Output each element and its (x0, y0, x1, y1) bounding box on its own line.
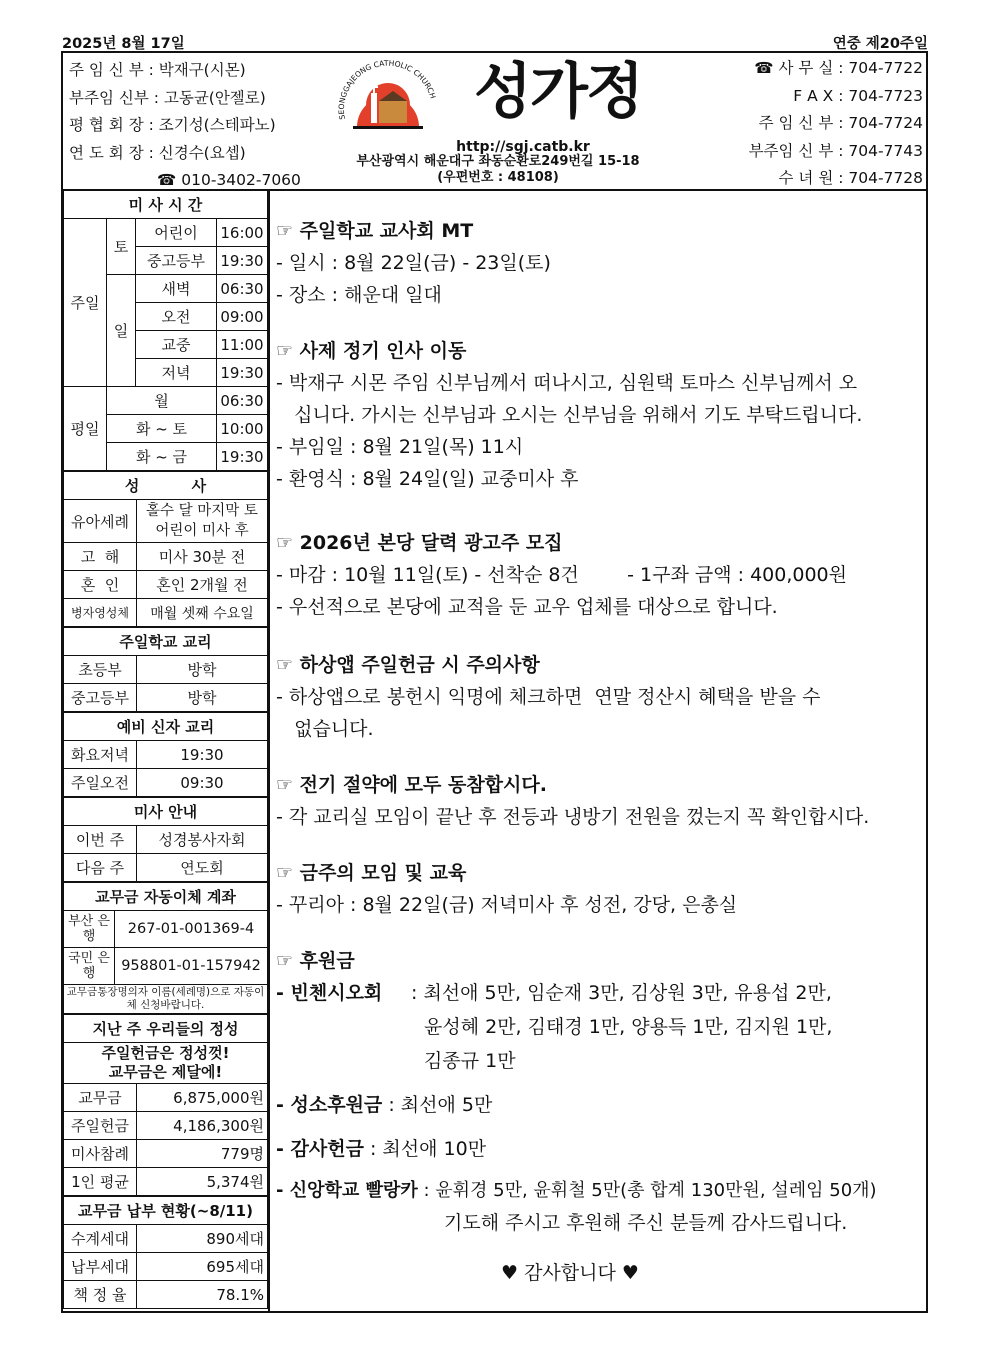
mass-time: 06:30 (217, 275, 268, 303)
convent-phone: 수 녀 원 : 704-7728 (778, 169, 923, 187)
prayer-council-line: 연 도 회 장 : 신경수(요셉) (69, 143, 246, 162)
notice-line: - 우선적으로 본당에 교적을 둔 교우 업체를 대상으로 합니다. (276, 596, 778, 618)
school-value: : 윤휘경 5만, 윤휘철 5만(총 합계 130만원, 설레임 50개) (423, 1180, 877, 1201)
guide-label: 다음 주 (64, 854, 137, 882)
dues-value: 890세대 (137, 1225, 268, 1253)
sacrament-label: 유아세례 (64, 500, 137, 543)
mass-time: 10:00 (217, 415, 268, 443)
notice-item (276, 527, 926, 623)
vincent-line: 김종규 1만 (424, 1050, 516, 1072)
autopay-title: 교무금 자동이체 계좌 (64, 883, 268, 911)
mass-label: 화 ~ 금 (107, 443, 217, 471)
holy-label: - 성소후원금 (276, 1094, 383, 1116)
guide-value: 성경봉사자회 (137, 826, 268, 854)
logo-text: SEONGGAJEONG CATHOLIC CHURCH (336, 58, 438, 121)
notice-item (276, 769, 926, 833)
sacrament-value: 홀수 달 마지막 토 어린이 미사 후 (137, 500, 268, 543)
bank-account: 958801-01-157942 (115, 948, 268, 985)
offering-value: 4,186,300원 (137, 1112, 268, 1140)
vincent-line: : 최선애 5만, 임순재 3만, 김상원 3만, 유용섭 2만, (411, 982, 832, 1004)
offering-title: 지난 주 우리들의 정성 (64, 1015, 268, 1043)
church-logo (333, 57, 443, 137)
address-line: 부산광역시 해운대구 좌동순환로249번길 15-18 (356, 154, 640, 169)
offering-label: 주일헌금 (64, 1112, 137, 1140)
mass-label: 중고등부 (136, 247, 217, 275)
assistant-phone: 부주임 신 부 : 704-7743 (748, 141, 923, 160)
notice-item (276, 649, 926, 745)
mass-time: 19:30 (217, 359, 268, 387)
school-thanks-line: 기도해 주시고 후원해 주신 분들께 감사드립니다. (444, 1212, 848, 1234)
bulletin-date: 2025년 8월 17일 (62, 36, 185, 52)
mass-time: 19:30 (217, 247, 268, 275)
dues-value: 695세대 (137, 1253, 268, 1281)
sacrament-table (63, 471, 268, 627)
bulletin-frame (61, 51, 928, 1313)
notice-title: ☞ 주일학교 교사회 MT (276, 220, 474, 242)
sacrament-label: 병자영성체 (64, 599, 137, 627)
postal-code: (우편번호 : 48108) (437, 170, 559, 185)
closing-thanks: ♥ 감사합니다 ♥ (501, 1262, 639, 1284)
autopay-table (63, 882, 268, 1014)
notice-line: 없습니다. (276, 718, 374, 740)
mass-label: 새벽 (136, 275, 217, 303)
notice-line: - 각 교리실 모임이 끝난 후 전등과 냉방기 전원을 껐는지 꼭 확인합시다. (276, 806, 870, 828)
mass-schedule-table (63, 190, 268, 471)
notice-title: ☞ 전기 절약에 모두 동참합시다. (276, 774, 547, 796)
donation-section (276, 945, 926, 1289)
dues-label: 수계세대 (64, 1225, 137, 1253)
offering-label: 1인 평균 (64, 1168, 137, 1196)
guide-value: 연도회 (137, 854, 268, 882)
catechumen-value: 19:30 (137, 741, 268, 769)
bank-label: 부산 은행 (64, 911, 115, 948)
mass-time: 06:30 (217, 387, 268, 415)
church-name: 성가정 (474, 57, 642, 127)
pastor-phone: 주 임 신 부 : 704-7724 (758, 114, 923, 132)
catechumen-label: 주일오전 (64, 769, 137, 797)
school-value: 방학 (137, 684, 268, 712)
school-label: 중고등부 (64, 684, 137, 712)
sacrament-label: 고 해 (64, 543, 137, 571)
weekday-label: 평일 (64, 387, 107, 471)
notice-line: - 마감 : 10월 11일(토) - 선착순 8건 - 1구좌 금액 : 400,000원 (276, 564, 848, 586)
sacrament-value: 매월 셋째 수요일 (137, 599, 268, 627)
mass-title: 미 사 시 간 (64, 191, 268, 219)
sidebar (63, 189, 270, 1311)
offering-label: 교무금 (64, 1084, 137, 1112)
notice-line: - 일시 : 8월 22일(금) - 23일(토) (276, 252, 551, 274)
school-value: 방학 (137, 656, 268, 684)
header (63, 53, 926, 191)
bank-account: 267-01-001369-4 (115, 911, 268, 948)
fax: F A X : 704-7723 (793, 86, 923, 105)
dues-table (63, 1196, 268, 1309)
contact-info (749, 55, 923, 193)
mass-time: 11:00 (217, 331, 268, 359)
mass-time: 19:30 (217, 443, 268, 471)
council-line: 평 협 회 장 : 조기성(스테파노) (69, 116, 276, 134)
slogan-line: 교무금은 제달에! (108, 1063, 223, 1081)
clergy-info (69, 57, 301, 195)
pastor-line: 주 임 신 부 : 박재구(시몬) (69, 61, 246, 79)
catechumen-label: 화요저녁 (64, 741, 137, 769)
liturgical-week: 연중 제20주일 (832, 36, 928, 52)
catechumen-table (63, 712, 268, 797)
dues-label: 책 정 율 (64, 1281, 137, 1309)
mass-label: 월 (107, 387, 217, 415)
mass-label: 교중 (136, 331, 217, 359)
phone-line: ☎ 010-3402-7060 (157, 171, 301, 189)
dues-value: 78.1% (137, 1281, 268, 1309)
donation-title: ☞ 후원금 (276, 950, 355, 972)
school-donation (276, 1175, 926, 1207)
mass-time: 16:00 (217, 219, 268, 247)
slogan-line: 주일헌금은 정성껏! (101, 1044, 230, 1062)
mass-label: 어린이 (136, 219, 217, 247)
notice-line: 십니다. 가시는 신부님과 오시는 신부님을 위해서 기도 부탁드립니다. (276, 404, 863, 426)
sunday-school-title: 주일학교 교리 (64, 628, 268, 656)
notice-line: - 환영식 : 8월 24일(일) 교중미사 후 (276, 468, 579, 490)
notice-line: - 장소 : 해운대 일대 (276, 284, 442, 306)
notice-line: - 꾸리아 : 8월 22일(금) 저녁미사 후 성전, 강당, 은총실 (276, 894, 738, 916)
notice-title: ☞ 2026년 본당 달력 광고주 모집 (276, 532, 563, 554)
school-label: - 신앙학교 빨랑카 (276, 1180, 418, 1201)
thanks-value: : 최선애 10만 (369, 1138, 487, 1160)
offering-value: 6,875,000원 (137, 1084, 268, 1112)
holy-value: : 최선애 5만 (388, 1094, 493, 1116)
notice-line: - 부임일 : 8월 21일(목) 11시 (276, 436, 524, 458)
saturday-label: 토 (107, 219, 136, 275)
notice-line: - 박재구 시몬 주임 신부님께서 떠나시고, 심원택 토마스 신부님께서 오 (276, 372, 858, 394)
catechumen-value: 09:30 (137, 769, 268, 797)
notice-title: ☞ 하상앱 주일헌금 시 주의사항 (276, 654, 540, 676)
offering-value: 779명 (137, 1140, 268, 1168)
vincent-label: - 빈첸시오회 (276, 982, 383, 1004)
church-address (333, 154, 663, 186)
sacrament-label: 혼 인 (64, 571, 137, 599)
top-line (62, 30, 928, 50)
dues-title: 교무금 납부 현황(~8/11) (64, 1197, 268, 1225)
notice-item (276, 857, 926, 921)
offering-table (63, 1014, 268, 1196)
notice-title: ☞ 사제 정기 인사 이동 (276, 340, 467, 362)
mass-label: 화 ~ 토 (107, 415, 217, 443)
guide-label: 이번 주 (64, 826, 137, 854)
mass-guide-title: 미사 안내 (64, 798, 268, 826)
thanks-donation (276, 1133, 926, 1165)
notice-item (276, 335, 926, 495)
vincent-line: 윤성혜 2만, 김태경 1만, 양용득 1만, 김지원 1만, (424, 1016, 833, 1038)
sacrament-value: 미사 30분 전 (137, 543, 268, 571)
catechumen-title: 예비 신자 교리 (64, 713, 268, 741)
sunday-day-label: 일 (107, 275, 136, 387)
office-phone: ☎ 사 무 실 : 704-7722 (754, 59, 923, 77)
offering-slogan (64, 1043, 268, 1084)
offering-value: 5,374원 (137, 1168, 268, 1196)
assistant-line: 부주임 신부 : 고동균(안젤로) (69, 88, 266, 107)
sunday-school-table (63, 627, 268, 712)
holy-donation (276, 1089, 926, 1121)
offering-label: 미사참례 (64, 1140, 137, 1168)
school-label: 초등부 (64, 656, 137, 684)
mass-guide-table (63, 797, 268, 882)
mass-time: 09:00 (217, 303, 268, 331)
vincent-donation (276, 977, 926, 1085)
mass-label: 오전 (136, 303, 217, 331)
mass-label: 저녁 (136, 359, 217, 387)
sacrament-title: 성 사 (64, 472, 268, 500)
bank-label: 국민 은행 (64, 948, 115, 985)
notice-title: ☞ 금주의 모임 및 교육 (276, 862, 467, 884)
thanks-label: - 감사헌금 (276, 1138, 364, 1160)
notice-item (276, 215, 926, 311)
website-link[interactable]: http://sgj.catb.kr (456, 139, 590, 155)
autopay-note: 교무금통장명의자 이름(세례명)으로 자동이체 신청바랍니다. (64, 985, 268, 1014)
sacrament-value: 혼인 2개월 전 (137, 571, 268, 599)
sunday-label: 주일 (64, 219, 107, 387)
notice-line: - 하상앱으로 봉헌시 익명에 체크하면 연말 정산시 혜택을 받을 수 (276, 686, 821, 708)
dues-label: 납부세대 (64, 1253, 137, 1281)
